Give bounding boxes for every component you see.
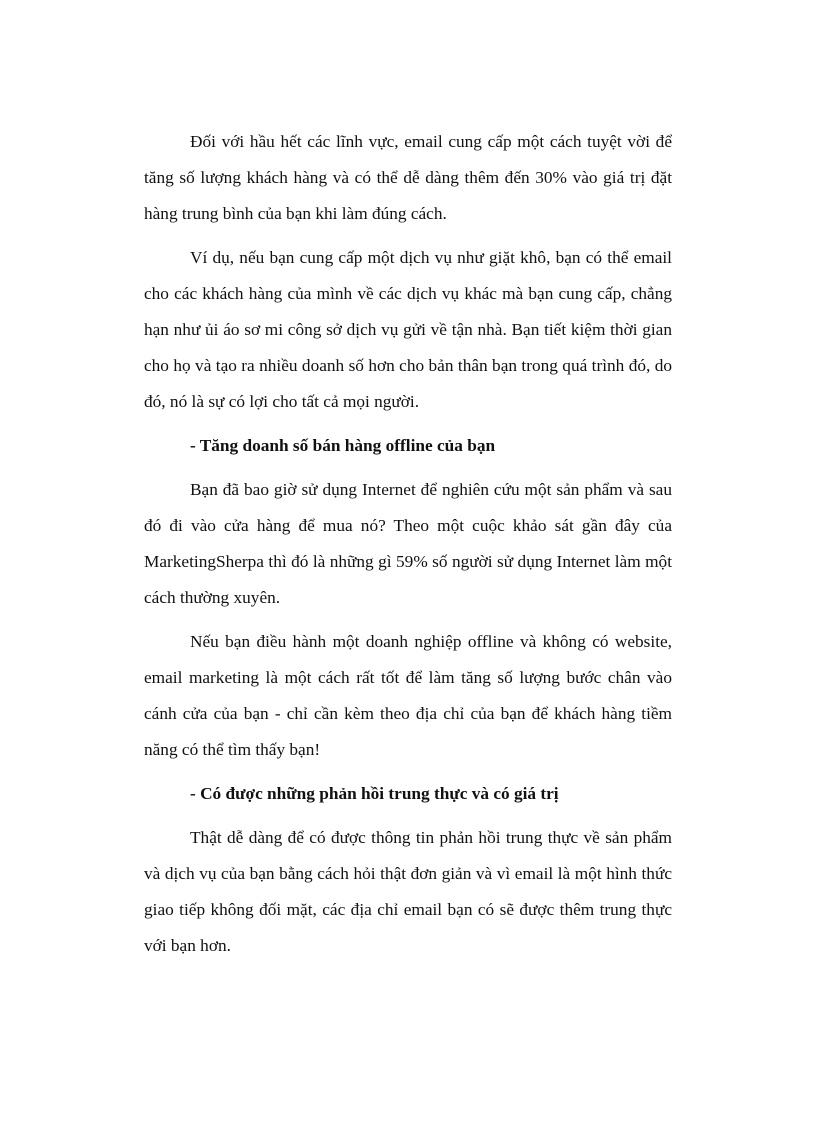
paragraph-5: Thật dễ dàng để có được thông tin phản hồi trung thực về sản phẩm và dịch vụ của bạn bằng cách hỏi thật đơn giản và vì email là một hình thức giao tiếp không đối mặt, các địa chỉ email bạn có sẽ được thêm trung thực với bạn hơn. — [144, 828, 672, 955]
paragraph-4: Nếu bạn điều hành một doanh nghiệp offline và không có website, email marketing là một cách rất tốt để làm tăng số lượng bước chân vào cánh cửa của bạn - chỉ cần kèm theo địa chỉ của bạn để khách hàng tiềm năng có thể tìm thấy bạn! — [144, 632, 672, 759]
paragraph-2: Ví dụ, nếu bạn cung cấp một dịch vụ như giặt khô, bạn có thể email cho các khách hàng của mình về các dịch vụ khác mà bạn cung cấp, chẳng hạn như ủi áo sơ mi công sở dịch vụ gửi về tận nhà. Bạn tiết kiệm thời gian cho họ và tạo ra nhiều doanh số hơn cho bản thân bạn trong quá trình đó, do đó, nó là sự có lợi cho tất cả mọi người. — [144, 248, 672, 411]
section-heading-feedback: - Có được những phản hồi trung thực và có giá trị — [190, 784, 559, 803]
document-body — [144, 124, 672, 972]
paragraph-3: Bạn đã bao giờ sử dụng Internet để nghiên cứu một sản phẩm và sau đó đi vào cửa hàng để mua nó? Theo một cuộc khảo sát gần đây của MarketingSherpa thì đó là những gì 59% số người sử dụng Internet làm một cách thường xuyên. — [144, 480, 672, 607]
section-heading-offline-sales: - Tăng doanh số bán hàng offline của bạn — [190, 436, 496, 455]
paragraph-1: Đối với hầu hết các lĩnh vực, email cung cấp một cách tuyệt vời để tăng số lượng khách hàng và có thể dễ dàng thêm đến 30% vào giá trị đặt hàng trung bình của bạn khi làm đúng cách. — [144, 132, 672, 223]
